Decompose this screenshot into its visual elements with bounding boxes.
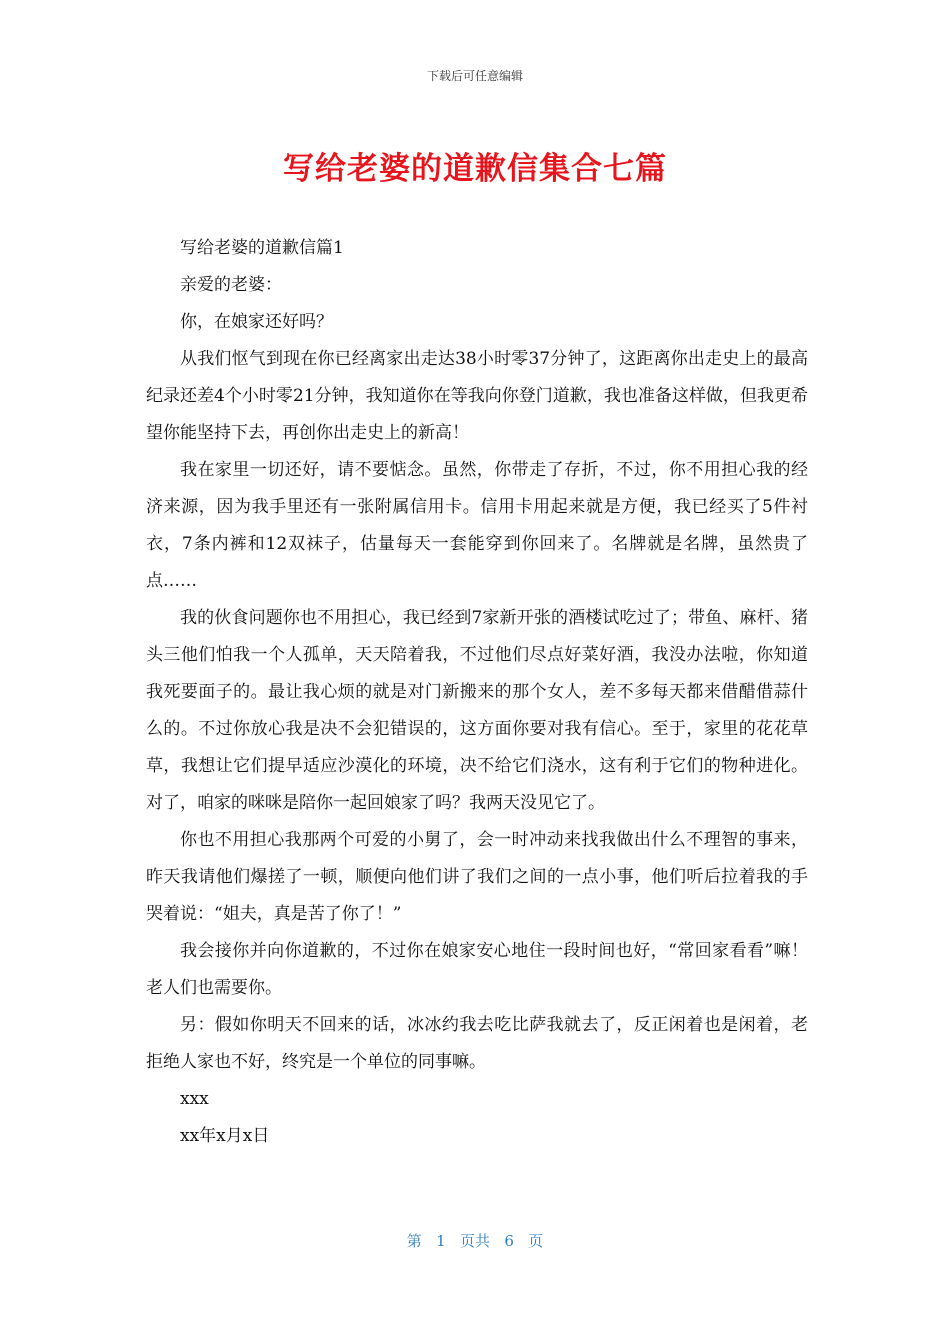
paragraph: 我在家里一切还好，请不要惦念。虽然，你带走了存折，不过，你不用担心我的经济来源，因为我手里还有一张附属信用卡。信用卡用起来就是方便，我已经买了5件衬衣，7条内裤和12双袜子，估量每天一套能穿到你回来了。名牌就是名牌，虽然贵了点…… [146, 460, 808, 591]
section-heading: 写给老婆的道歉信篇1 [180, 238, 344, 258]
paragraph: 另：假如你明天不回来的话，冰冰约我去吃比萨我就去了，反正闲着也是闲着，老拒绝人家也不好，终究是一个单位的同事嘛。 [146, 1015, 808, 1072]
paragraph: 我的伙食问题你也不用担心，我已经到7家新开张的酒楼试吃过了；带鱼、麻杆、猪头三他们怕我一个人孤单，天天陪着我，不过他们尽点好菜好酒，我没办法啦，你知道我死要面子的。最让我心烦的就是对门新搬来的那个女人，差不多每天都来借醋借蒜什么的。不过你放心我是决不会犯错误的，这方面你要对我有信心。至于，家里的花花草草，我想让它们提早适应沙漠化的环境，决不给它们浇水，这有利于它们的物种进化。对了，咱家的咪咪是陪你一起回娘家了吗？我两天没见它了。 [146, 608, 808, 813]
date-line: xx年x月x日 [180, 1126, 270, 1146]
footer-label-end: 页 [528, 1232, 544, 1250]
footer-total-pages: 6 [504, 1232, 514, 1250]
paragraph: 我会接你并向你道歉的，不过你在娘家安心地住一段时间也好，“常回家看看”嘛！老人们也需要你。 [146, 941, 808, 998]
page-footer [0, 1230, 950, 1251]
footer-label-page: 第 [406, 1232, 422, 1250]
salutation: 亲爱的老婆： [180, 275, 282, 295]
document-title: 写给老婆的道歉信集合七篇 [283, 151, 667, 187]
paragraph: 你也不用担心我那两个可爱的小舅了，会一时冲动来找我做出什么不理智的事来，昨天我请他们爆搓了一顿，顺便向他们讲了我们之间的一点小事，他们听后拉着我的手哭着说：“姐夫，真是苦了你了！” [146, 830, 808, 924]
paragraph: 你，在娘家还好吗？ [180, 312, 333, 332]
footer-page-number: 1 [436, 1232, 446, 1250]
signature: xxx [180, 1089, 209, 1109]
download-note: 下载后可任意编辑 [426, 69, 523, 83]
footer-label-total: 页共 [459, 1232, 490, 1250]
paragraph: 从我们怄气到现在你已经离家出走达38小时零37分钟了，这距离你出走史上的最高纪录还差4个小时零21分钟，我知道你在等我向你登门道歉，我也准备这样做，但我更希望你能坚持下去，再创你出走史上的新高！ [146, 349, 808, 443]
letter-body [146, 230, 808, 1155]
